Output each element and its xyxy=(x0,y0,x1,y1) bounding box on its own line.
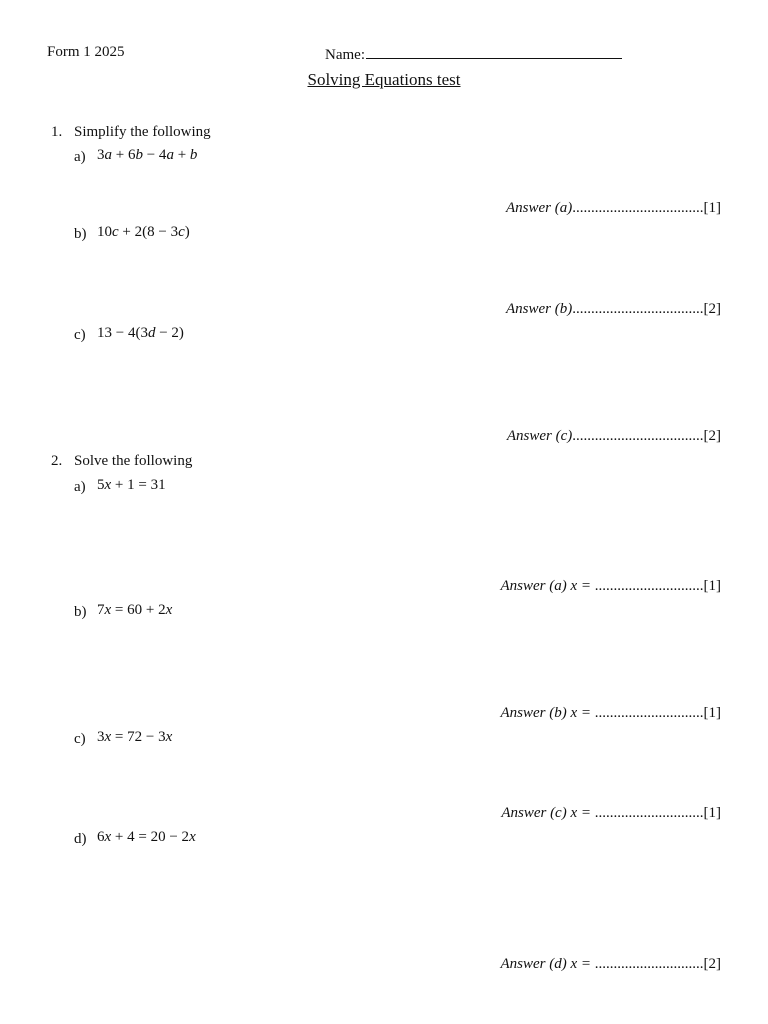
q2-answer-c[interactable]: Answer (c) x = .............................[1] xyxy=(501,805,721,821)
q1-answer-a[interactable]: Answer (a)...................................[1] xyxy=(506,200,721,216)
q2-part-b-label: b) xyxy=(74,604,87,620)
q1-part-a-label: a) xyxy=(74,149,86,165)
q2-part-d-expression: 6x + 4 = 20 − 2x xyxy=(97,829,196,845)
q2-answer-b[interactable]: Answer (b) x = .............................[1] xyxy=(500,705,721,721)
name-field[interactable] xyxy=(325,44,622,64)
name-line[interactable] xyxy=(366,44,622,59)
q1-answer-b[interactable]: Answer (b)...................................[2] xyxy=(506,301,721,317)
q2-part-a-expression: 5x + 1 = 31 xyxy=(97,477,166,493)
q1-part-c-expression: 13 − 4(3d − 2) xyxy=(97,325,184,341)
form-year: Form 1 2025 xyxy=(47,44,125,60)
q2-answer-a[interactable]: Answer (a) x = .............................[1] xyxy=(500,578,721,594)
question-1-number: 1. xyxy=(51,124,63,140)
q2-part-a-label: a) xyxy=(74,479,86,495)
q2-part-c-label: c) xyxy=(74,731,86,747)
q2-part-b-expression: 7x = 60 + 2x xyxy=(97,602,173,618)
q2-part-d-label: d) xyxy=(74,831,87,847)
q1-part-b-label: b) xyxy=(74,226,87,242)
q1-answer-c[interactable]: Answer (c)...................................[2] xyxy=(506,428,721,444)
question-2-text: Solve the following xyxy=(74,453,193,469)
q1-part-b-expression: 10c + 2(8 − 3c) xyxy=(97,224,190,240)
question-2-number: 2. xyxy=(51,453,63,469)
name-label: Name: xyxy=(325,47,365,63)
q2-answer-d[interactable]: Answer (d) x = .............................[2] xyxy=(500,956,721,972)
question-1-text: Simplify the following xyxy=(74,124,211,140)
q1-part-a-expression: 3a + 6b − 4a + b xyxy=(97,147,198,163)
q2-part-c-expression: 3x = 72 − 3x xyxy=(97,729,173,745)
q1-part-c-label: c) xyxy=(74,327,86,343)
page-title: Solving Equations test xyxy=(307,70,461,89)
